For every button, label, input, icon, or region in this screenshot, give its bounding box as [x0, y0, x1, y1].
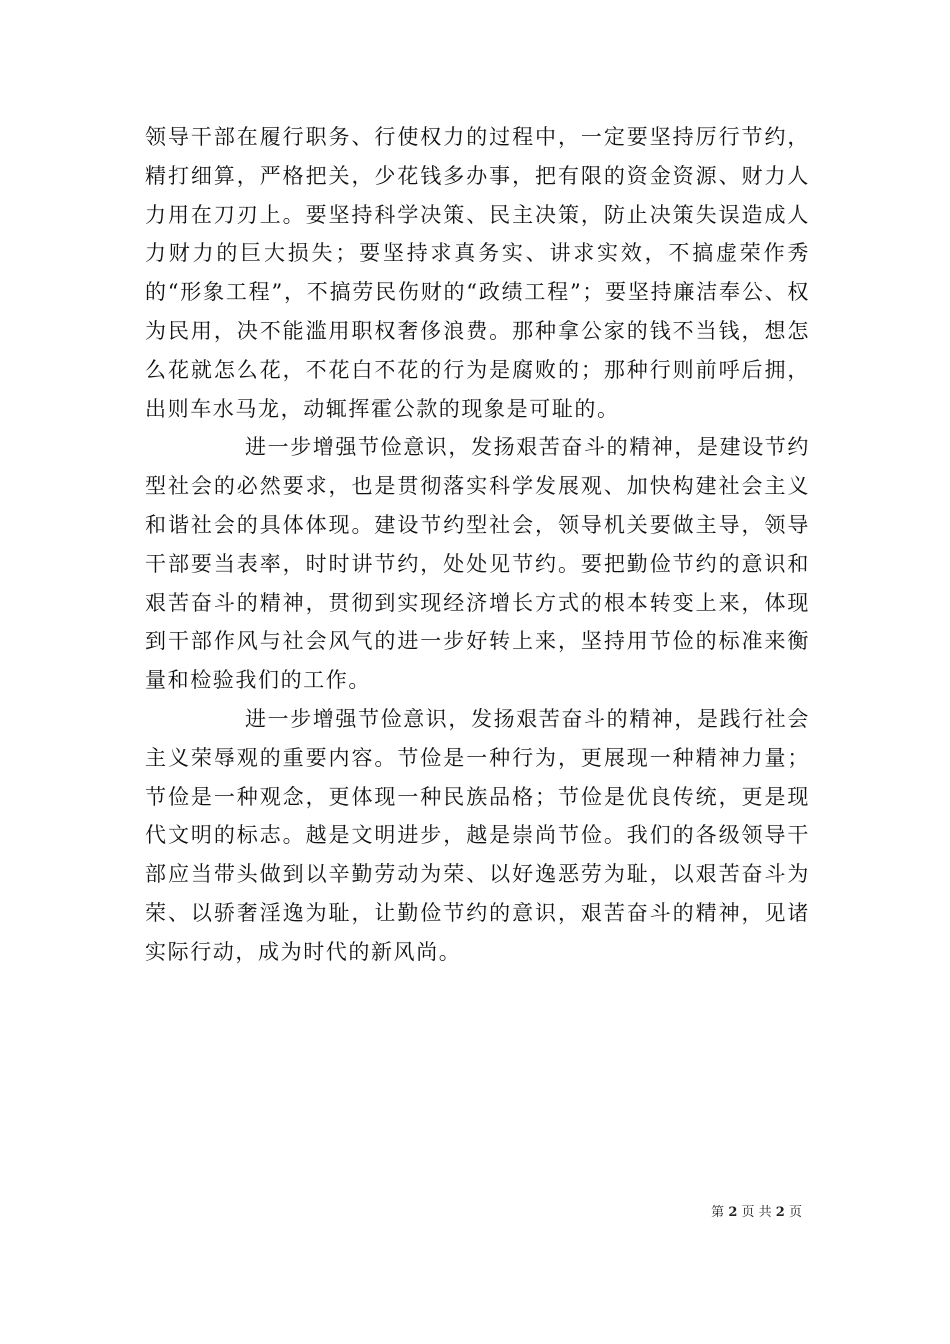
paragraph-2: 进一步增强节俭意识，发扬艰苦奋斗的精神，是建设节约型社会的必然要求，也是贯彻落实科学发展观、加快构建社会主义和谐社会的具体体现。建设节约型社会，领导机关要做主导，领导干部要当表率，时时讲节约，处处见节约。要把勤俭节约的意识和艰苦奋斗的精神，贯彻到实现经济增长方式的根本转变上来，体现到干部作风与社会风气的进一步好转上来，坚持用节俭的标准来衡量和检验我们的工作。	[145, 435, 810, 693]
paragraph-3: 进一步增强节俭意识，发扬艰苦奋斗的精神，是践行社会主义荣辱观的重要内容。节俭是一种行为，更展现一种精神力量；节俭是一种观念，更体现一种民族品格；节俭是优良传统，更是现代文明的标志。越是文明进步，越是崇尚节俭。我们的各级领导干部应当带头做到以辛勤劳动为荣、以好逸恶劳为耻，以艰苦奋斗为荣、以骄奢淫逸为耻，让勤俭节约的意识，艰苦奋斗的精神，见诸实际行动，成为时代的新风尚。	[145, 706, 810, 964]
paragraph-1: 领导干部在履行职务、行使权力的过程中，一定要坚持厉行节约，精打细算，严格把关，少花钱多办事，把有限的资金资源、财力人力用在刀刃上。要坚持科学决策、民主决策，防止决策失误造成人力财力的巨大损失；要坚持求真务实、讲求实效，不搞虚荣作秀的“形象工程”，不搞劳民伤财的“政绩工程”；要坚持廉洁奉公、权为民用，决不能滥用职权奢侈浪费。那种拿公家的钱不当钱，想怎么花就怎么花，不花白不花的行为是腐败的；那种行则前呼后拥，出则车水马龙，动辄挥霍公款的现象是可耻的。	[145, 125, 810, 421]
total-pages-number: 2	[775, 1205, 785, 1220]
document-body	[145, 118, 810, 972]
footer-middle: 页 共	[741, 1205, 772, 1220]
footer-suffix: 页	[788, 1205, 802, 1220]
current-page-number: 2	[728, 1205, 738, 1220]
footer-prefix: 第	[711, 1205, 725, 1220]
page-footer	[711, 1204, 802, 1222]
